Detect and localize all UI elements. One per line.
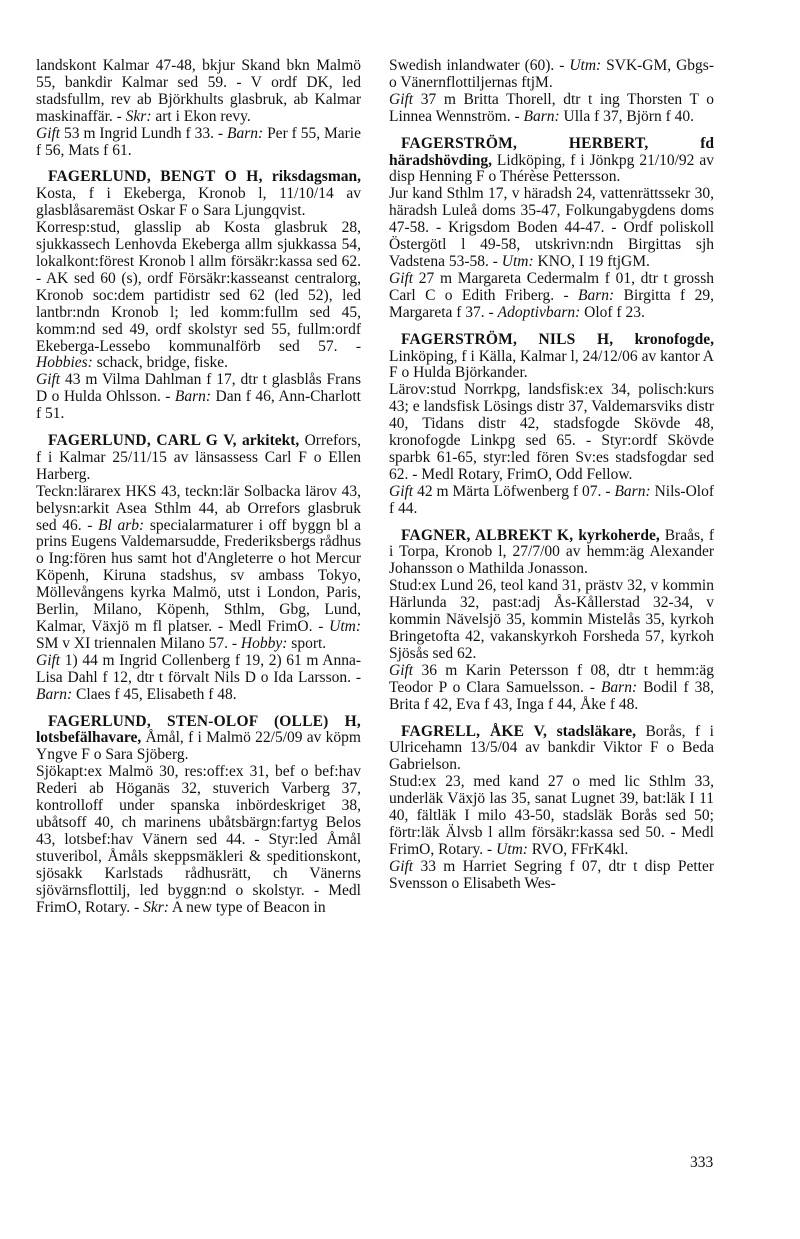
- entry-fagrell-ke-v: [389, 724, 714, 893]
- entry-paragraph: [36, 764, 361, 916]
- text-run: landskont Kalmar 47-48, bkjur Skand bkn Malmö 55, bankdir Kalmar sed 59. - V ordf DK, led stadsfullm, rev ab Björkhults glasbruk, ab Kalmar maskinaffär. -: [36, 57, 361, 125]
- entry-heading: [389, 332, 714, 383]
- entry-title: stadsläkare,: [547, 722, 636, 740]
- text-run: 36 m Karin Petersson f 08, dtr t hemm:äg Teodor P o Clara Samuelsson. -: [389, 661, 714, 696]
- text-run: 33 m Harriet Segring f 07, dtr t disp Petter Svensson o Elisabeth Wes-: [389, 857, 714, 892]
- field-label: Gift: [389, 90, 414, 108]
- entry-fagerlund-bengt-o-h: [36, 169, 361, 423]
- entry-paragraph: [389, 58, 714, 92]
- entry-title: riksdagsman,: [262, 168, 361, 186]
- field-label: Barn:: [174, 388, 212, 406]
- entry-title: lotsbefälhavare,: [36, 729, 142, 747]
- field-label: Gift: [389, 661, 414, 679]
- entry-paragraph: [36, 653, 361, 704]
- entry-fagerstr-m-herbert: [389, 136, 714, 322]
- text-run: art i Ekon revy.: [151, 107, 251, 125]
- text-run: RVO, FFrK4kl.: [527, 840, 629, 858]
- text-run: Claes f 45, Elisabeth f 48.: [72, 685, 237, 703]
- entry-name: FAGERSTRÖM, NILS H,: [401, 330, 614, 348]
- right-column: [389, 58, 714, 903]
- entry-paragraph: [389, 92, 714, 126]
- text-run: Korresp:stud, glasslip ab Kosta glasbruk 28, sjukkassech Lenhovda Ekeberga allm sjukkassa 54, lokalkont:förest Kronob l allm försäkr:kassa sed 62. - AK sed 60 (s), ordf Försäkr:kasseanst centralorg, Kronob soc:dem partidistr sed 62 (led 52), led lantbr:ndn Kronob l; led komm:fullm sed 45, komm:nd sed 49, ordf skolstyr sed 55, fullm:ordf Ekeberga-Lessebo kommunalförb sed 57. -: [36, 219, 361, 355]
- text-run: sport.: [287, 634, 327, 652]
- entry-heading: [389, 724, 714, 775]
- entry-intro: Borås, f i Ulricehamn 13/5/04 av bankdir Viktor F o Beda Gabrielson.: [389, 722, 714, 774]
- entry-name: FAGERSTRÖM, HERBERT,: [401, 134, 649, 152]
- field-label: Barn:: [578, 286, 615, 304]
- entry-continuation: [36, 58, 361, 159]
- entry-paragraph: [36, 126, 361, 160]
- entry-name: FAGRELL, ÅKE V,: [401, 722, 548, 740]
- text-run: Per f 55, Marie f 56, Mats f 61.: [36, 124, 361, 159]
- text-run: Ulla f 37, Björn f 40.: [559, 107, 694, 125]
- entry-intro: Braås, f i Torpa, Kronob l, 27/7/00 av hemm:äg Alexander Johansson o Mathilda Jonasson.: [389, 526, 714, 578]
- entry-title: fd häradshövding,: [389, 134, 714, 169]
- entry-fagner-albrekt-k: [389, 528, 714, 714]
- entry-name: FAGERLUND, STEN-OLOF (OLLE) H,: [48, 712, 361, 730]
- left-column: [36, 58, 361, 926]
- entry-intro: Lidköping, f i Jönkpg 21/10/92 av disp Henning F o Thérèse Pettersson.: [389, 151, 714, 186]
- entry-paragraph: [389, 859, 714, 893]
- entry-fagerstr-m-nils-h: [389, 332, 714, 518]
- entry-intro: Kosta, f i Ekeberga, Kronob l, 11/10/14 av glasblåsaremäst Oskar F o Sara Ljungqvist.: [36, 185, 361, 220]
- entry-paragraph: [36, 372, 361, 423]
- entry-intro: Linköping, f i Källa, Kalmar l, 24/12/06 av kantor A F o Hulda Björkander.: [389, 347, 714, 382]
- text-run: 37 m Britta Thorell, dtr t ing Thorsten T o Linnea Wennström. -: [389, 90, 714, 125]
- field-label: Gift: [36, 651, 61, 669]
- text-run: specialarmaturer i off byggn bl a prins Eugens Valdemarsudde, Frederiksbergs rådhus o Ing:fören hus samt hot d'Angleterre o hot Mercur Köpenh, Kiruna stadshus, sv ambass Tokyo, Möllevångens kyrka Malmö, utst i London, Paris, Berlin, Milano, Köpenh, Sthlm, Gbg, Lund, Kalmar, Växjö m fl platser. - Medl FrimO. -: [36, 516, 362, 635]
- entry-heading: [36, 714, 361, 765]
- text-run: 53 m Ingrid Lundh f 33. -: [60, 124, 227, 142]
- entry-title: kronofogde,: [613, 330, 714, 348]
- entry-paragraph: [36, 58, 361, 126]
- text-run: 43 m Vilma Dahlman f 17, dtr t glasblås Frans D o Hulda Ohlsson. -: [36, 371, 361, 406]
- entry-name: FAGERLUND, BENGT O H,: [48, 168, 263, 186]
- text-run: schack, bridge, fiske.: [92, 354, 228, 372]
- field-label: Bl arb:: [98, 516, 145, 534]
- entry-continuation: [389, 58, 714, 126]
- text-run: Birgitta f 29, Margareta f 37. -: [389, 286, 714, 321]
- field-label: Adoptivbarn:: [497, 303, 581, 321]
- entry-paragraph: [389, 663, 714, 714]
- field-label: Utm:: [501, 252, 534, 270]
- entry-heading: [389, 136, 714, 187]
- text-run: 27 m Margareta Cedermalm f 01, dtr t grossh Carl C o Edith Friberg. -: [389, 269, 714, 304]
- field-label: Gift: [389, 857, 414, 875]
- field-label: Barn:: [614, 482, 651, 500]
- field-label: Skr:: [125, 107, 152, 125]
- field-label: Barn:: [226, 124, 264, 142]
- field-label: Utm:: [496, 840, 528, 858]
- field-label: Utm:: [569, 57, 602, 74]
- entry-paragraph: [389, 186, 714, 271]
- text-run: A new type of Beacon in: [168, 898, 326, 916]
- entry-title: kyrkoherde,: [573, 526, 660, 544]
- text-run: Jur kand Sthlm 17, v häradsh 24, vattenrättssekr 30, häradsh Luleå doms 35-47, Folkungabygdens doms 47-58. - Krigsdom Boden 44-47. - Ordf poliskoll Östergötl l 49-58, utskrivn:ndn Birgittas sjh Vadstena 53-58. -: [389, 185, 714, 270]
- field-label: Hobby:: [240, 634, 288, 652]
- text-run: Teckn:lärarex HKS 43, teckn:lär Solbacka lärov 43, belysn:arkit Asea Sthlm 44, ab Orrefors glasbruk sed 46. -: [36, 482, 361, 534]
- field-label: Barn:: [523, 107, 560, 125]
- field-label: Gift: [389, 482, 414, 500]
- field-label: Barn:: [600, 678, 638, 696]
- text-run: 1) 44 m Ingrid Collenberg f 19, 2) 61 m Anna-Lisa Dahl f 12, dtr t förvalt Nils D o Ida Larsson. -: [36, 651, 361, 686]
- entry-paragraph: [36, 484, 361, 653]
- field-label: Utm:: [329, 618, 361, 635]
- entry-name: FAGNER, ALBREKT K,: [401, 526, 574, 544]
- text-run: Dan f 46, Ann-Charlott f 51.: [36, 388, 361, 423]
- entry-paragraph: [389, 774, 714, 859]
- text-run: Lärov:stud Norrkpg, landsfisk:ex 34, polisch:kurs 43; e landsfisk Lösings distr 37, Valdemarsviks distr 40, Tidans distr 42, stadsfogde Skövde 48, kronofogde Linkpg sed 65. - Styr:ordf Skövde sparbk 61-65, styr:led fören Sv:es stadsfogdar sed 62. - Medl Rotary, FrimO, Odd Fellow.: [389, 381, 714, 483]
- entry-heading: [389, 528, 714, 579]
- text-run: 42 m Märta Löfwenberg f 07. -: [413, 482, 615, 500]
- entry-heading: [36, 169, 361, 220]
- field-label: Gift: [36, 371, 61, 389]
- text-run: Swedish inlandwater (60). -: [389, 57, 570, 74]
- entry-name: FAGERLUND, CARL G V,: [48, 432, 237, 450]
- text-run: Olof f 23.: [580, 303, 645, 321]
- entry-paragraph: [389, 382, 714, 483]
- entry-paragraph: [389, 484, 714, 518]
- text-run: Stud:ex 23, med kand 27 o med lic Sthlm 33, underläk Växjö las 35, sanat Lugnet 39, bat:läk I 11 40, fältläk I milo 43-50, stadsläk Borås sed 50; förtr:läk Älvsb l allm försäkr:kassa sed 50. - Medl FrimO, Rotary. -: [389, 773, 714, 858]
- field-label: Gift: [36, 124, 61, 142]
- entry-paragraph: [36, 220, 361, 372]
- entry-heading: [36, 433, 361, 484]
- text-run: KNO, I 19 ftjGM.: [533, 252, 650, 270]
- entry-intro: Orrefors, f i Kalmar 25/11/15 av länsassess Carl F o Ellen Harberg.: [36, 432, 361, 483]
- field-label: Hobbies:: [36, 354, 93, 372]
- entry-fagerlund-carl-g-v: [36, 433, 361, 704]
- text-run: SVK-GM, Gbgs- o Vänernflottiljernas ftjM.: [389, 57, 714, 91]
- entry-title: arkitekt,: [236, 432, 300, 450]
- text-run: Sjökapt:ex Malmö 30, res:off:ex 31, bef o bef:hav Rederi ab Höganäs 32, stuverich Varberg 37, kontrolloff under spanska inbördeskriget 38, ubåtsoff 40, ch marinens ubåtsbärgn:fartyg Belos 43, lotsbef:hav Vänern sed 44. - Styr:led Åmål stuveribol, Åmåls skeppsmäkleri & speditionskont, sjösakk Karlstads rådhusrätt, ch Vänerns sjövärnsflottilj, led byggn:nd o skolstyr. - Medl FrimO, Rotary. -: [36, 763, 361, 916]
- text-run: SM v XI triennalen Milano 57. -: [36, 634, 241, 652]
- entry-fagerlund-sten-olof-olle-h: [36, 714, 361, 917]
- entry-paragraph: [389, 578, 714, 663]
- entry-paragraph: [389, 271, 714, 322]
- field-label: Barn:: [36, 685, 73, 703]
- entry-intro: Åmål, f i Malmö 22/5/09 av köpm Yngve F o Sara Sjöberg.: [36, 729, 361, 764]
- text-run: Nils-Olof f 44.: [389, 482, 714, 517]
- text-run: Stud:ex Lund 26, teol kand 31, prästv 32, v kommin Härlunda 32, past:adj Ås-Kållerstad 32-34, v kommin Nävelsjö 35, kommin Mistelås 35, kyrkoh Bringetofta 42, vakanskyrkoh Forsheda 57, kyrkoh Sjösås sed 62.: [389, 577, 714, 662]
- page-number: 333: [690, 1154, 714, 1171]
- field-label: Gift: [389, 269, 414, 287]
- text-run: Bodil f 38, Brita f 42, Eva f 43, Inga f 44, Åke f 48.: [389, 678, 714, 713]
- field-label: Skr:: [143, 898, 169, 916]
